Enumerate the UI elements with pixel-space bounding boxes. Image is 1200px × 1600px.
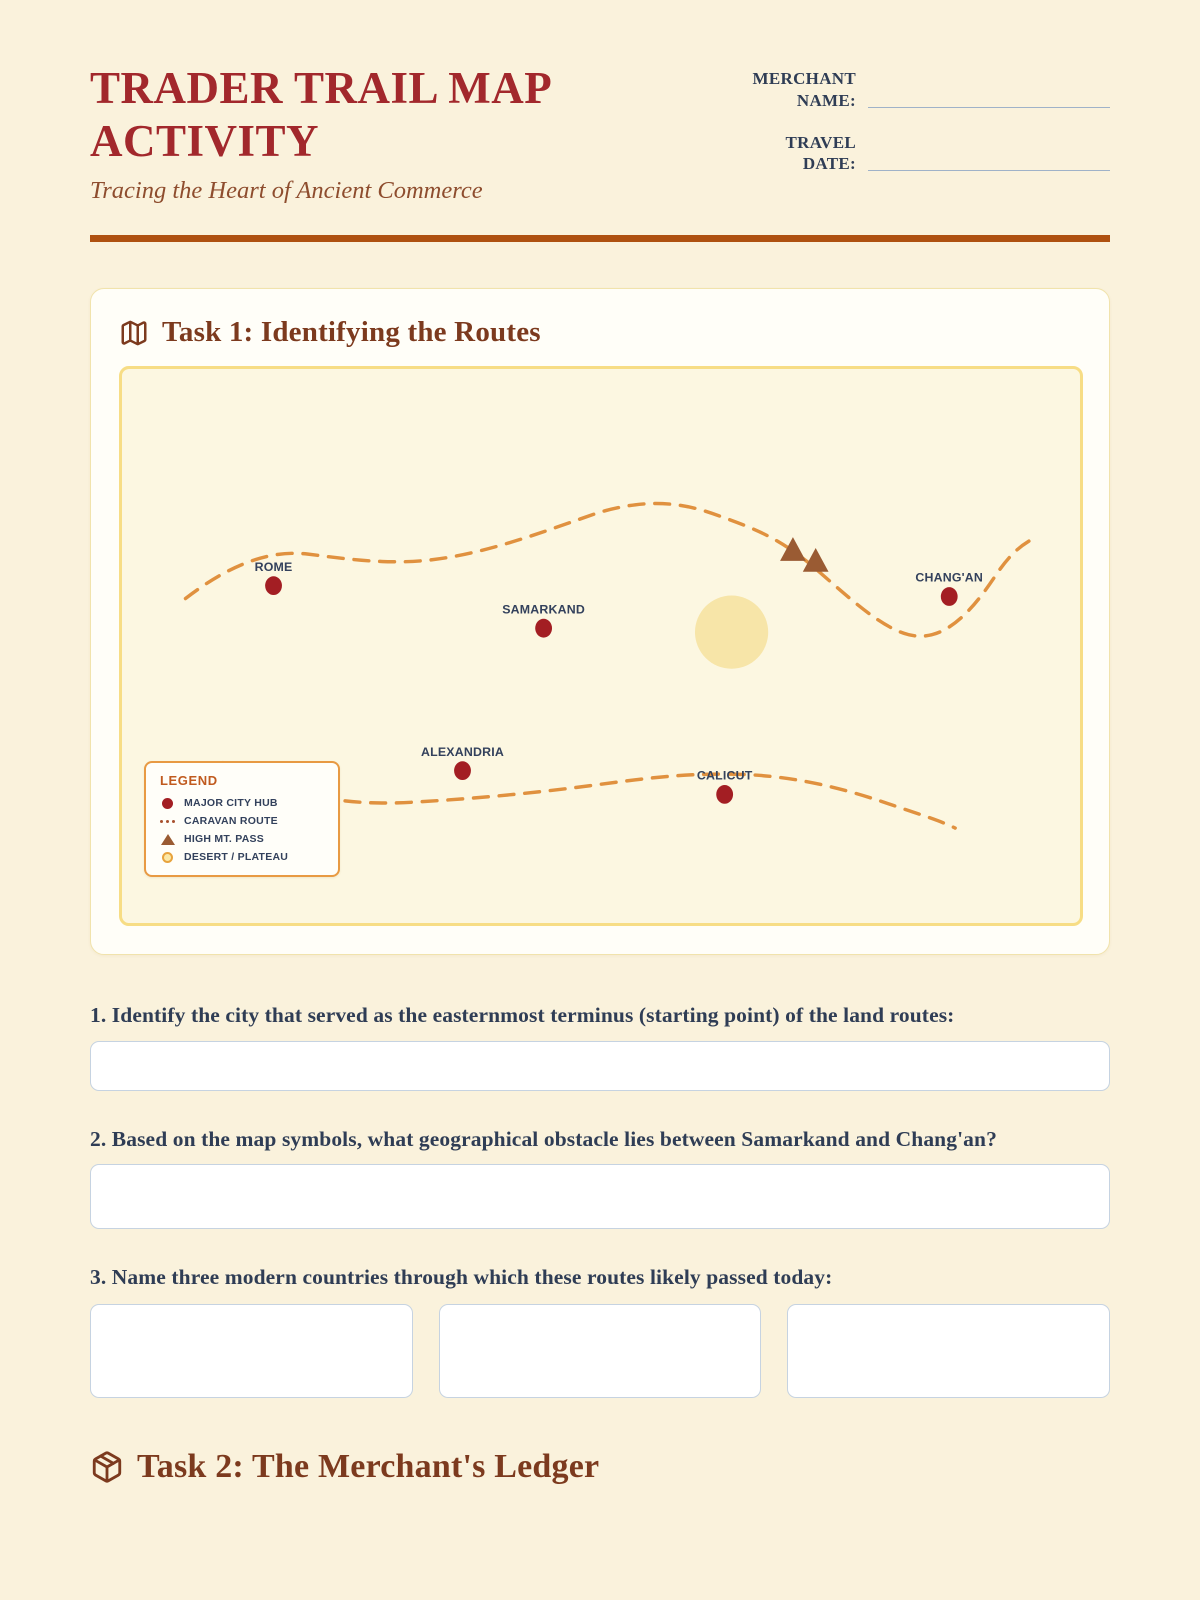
city-rome <box>255 560 293 595</box>
question-1 <box>90 999 1110 1090</box>
legend-item-label: MAJOR CITY HUB <box>184 797 278 810</box>
city-label: ROME <box>254 560 293 575</box>
task2-title: Task 2: The Merchant's Ledger <box>137 1448 600 1486</box>
map-legend <box>144 761 340 877</box>
city-calicut <box>697 769 753 804</box>
header-fields <box>738 62 1110 195</box>
legend-items <box>160 797 324 863</box>
city-label: ALEXANDRIA <box>420 745 505 760</box>
city-samarkand <box>502 603 585 638</box>
legend-item <box>160 851 324 863</box>
city-marker <box>265 577 282 596</box>
task2-heading <box>90 1448 1110 1486</box>
answer-input-q1[interactable] <box>90 1041 1110 1091</box>
answer-box-q3-3[interactable] <box>787 1304 1110 1398</box>
city-marker <box>535 619 552 638</box>
answer-textarea-q2[interactable] <box>90 1164 1110 1229</box>
legend-item <box>160 815 324 827</box>
field-label: TRAVEL DATE: <box>785 132 856 174</box>
city-label: CALICUT <box>696 768 753 783</box>
legend-item-label: HIGH MT. PASS <box>184 833 265 846</box>
answer-grid-q3 <box>90 1304 1110 1398</box>
question-3-text: 3. Name three modern countries through which these routes likely passed today: <box>90 1264 833 1289</box>
legend-item <box>160 833 324 845</box>
answer-box-q3-1[interactable] <box>90 1304 413 1398</box>
city-label: CHANG'AN <box>915 570 984 585</box>
caravan-route-icon <box>160 820 175 824</box>
task1-title: Task 1: Identifying the Routes <box>162 316 541 349</box>
city-changan <box>915 571 983 606</box>
question-3 <box>90 1261 1110 1398</box>
page-header <box>90 62 1110 205</box>
question-1-text: 1. Identify the city that served as the easternmost terminus (starting point) of the land routes: <box>90 1003 955 1028</box>
question-2-text: 2. Based on the map symbols, what geographical obstacle lies between Samarkand and Chang'an? <box>90 1126 997 1151</box>
answer-box-q3-2[interactable] <box>439 1304 762 1398</box>
city-marker <box>454 762 471 781</box>
worksheet-page <box>90 0 1110 1486</box>
legend-item-label: CARAVAN ROUTE <box>184 815 278 828</box>
legend-item-label: DESERT / PLATEAU <box>184 851 289 864</box>
header-field-row <box>738 132 1110 176</box>
questions-section <box>90 999 1110 1398</box>
city-hub-icon <box>160 798 175 809</box>
northern-caravan-route <box>186 504 1036 637</box>
page-subtitle: Tracing the Heart of Ancient Commerce <box>90 177 483 205</box>
mountain-pass-marker <box>780 537 806 561</box>
write-in-line[interactable] <box>868 107 1110 108</box>
header-field-row <box>738 68 1110 112</box>
package-icon <box>90 1450 124 1484</box>
page-title: TRADER TRAIL MAP ACTIVITY <box>90 63 550 166</box>
trade-route-map <box>119 366 1083 926</box>
city-marker <box>716 785 733 804</box>
mountain-pass-icon <box>160 834 175 845</box>
task1-heading <box>119 316 1081 349</box>
city-marker <box>941 587 958 606</box>
header-divider <box>90 235 1110 242</box>
city-alexandria <box>421 745 504 780</box>
header-title-block <box>90 62 738 205</box>
desert-plateau-icon <box>160 852 175 863</box>
map-icon <box>119 318 149 348</box>
field-label: MERCHANT NAME: <box>752 69 856 110</box>
task1-card <box>90 288 1110 955</box>
question-2 <box>90 1123 1110 1229</box>
city-label: SAMARKAND <box>502 602 586 617</box>
legend-item <box>160 797 324 809</box>
legend-title: LEGEND <box>160 773 218 789</box>
write-in-line[interactable] <box>868 170 1110 171</box>
desert-plateau-area <box>695 596 768 669</box>
